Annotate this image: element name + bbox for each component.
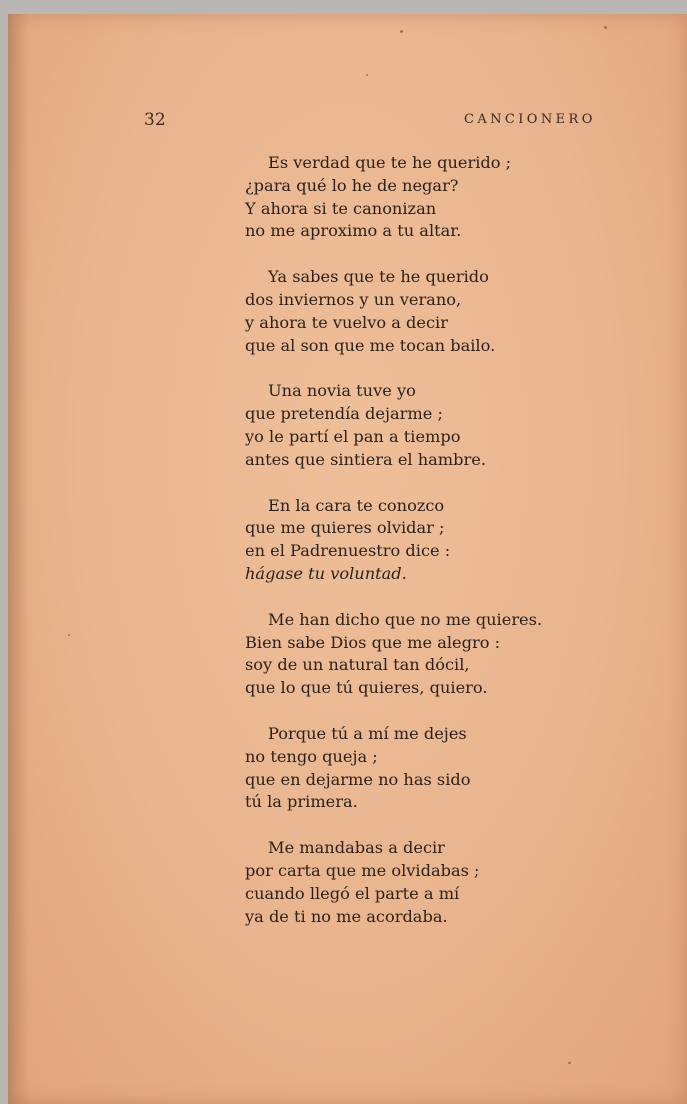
- verse-line: Bien sabe Dios que me alegro :: [245, 632, 501, 652]
- stanza-7: [245, 837, 542, 928]
- verse-line: Y ahora si te canonizan: [245, 198, 437, 218]
- paper-speck: [604, 26, 607, 29]
- stanza-2: [245, 266, 542, 357]
- verse-line: por carta que me olvidabas ;: [245, 860, 480, 880]
- verse-line: Una novia tuve yo: [268, 381, 416, 401]
- verse-line: cuando llegó el parte a mí: [245, 883, 460, 903]
- verse-line: Es verdad que te he querido ;: [268, 153, 512, 172]
- verse-line: antes que sintiera el hambre.: [245, 449, 486, 469]
- paper-speck: [568, 1062, 571, 1064]
- verse-line: Me mandabas a decir: [268, 838, 445, 858]
- book-page: [8, 14, 687, 1104]
- running-title: CANCIONERO: [464, 112, 596, 127]
- verse-line: que en dejarme no has sido: [245, 769, 471, 789]
- page-number: 32: [144, 110, 166, 130]
- stanza-6: [245, 723, 542, 814]
- verse-line: que al son que me tocan bailo.: [245, 335, 496, 355]
- stanza-4: [245, 495, 542, 586]
- paper-speck: [68, 634, 70, 636]
- verse-line: tú la primera.: [245, 792, 358, 812]
- verse-line: que me quieres olvidar ;: [245, 518, 445, 538]
- paper-speck: [400, 30, 403, 33]
- poem-body: [245, 152, 542, 951]
- paper-speck: [366, 74, 368, 76]
- verse-line: ¿para qué lo he de negar?: [245, 175, 459, 195]
- verse-line: que pretendía dejarme ;: [245, 404, 443, 424]
- verse-line: soy de un natural tan dócil,: [245, 655, 470, 675]
- verse-line: Me han dicho que no me quieres.: [268, 609, 543, 629]
- verse-line: no tengo queja ;: [245, 746, 378, 766]
- stanza-5: [245, 609, 542, 700]
- verse-line: en el Padrenuestro dice :: [245, 541, 451, 561]
- verse-line: En la cara te conozco: [268, 495, 445, 515]
- verse-line: y ahora te vuelvo a decir: [245, 312, 448, 332]
- verse-line: no me aproximo a tu altar.: [245, 221, 462, 241]
- verse-line: yo le partí el pan a tiempo: [245, 426, 461, 446]
- stanza-1: [245, 152, 542, 243]
- stanza-3: [245, 380, 542, 471]
- verse-line: dos inviernos y un verano,: [245, 289, 462, 309]
- verse-line: Porque tú a mí me dejes: [268, 723, 467, 743]
- verse-line: que lo que tú quieres, quiero.: [245, 678, 488, 698]
- verse-line-italic: hágase tu voluntad.: [245, 563, 407, 583]
- verse-line: ya de ti no me acordaba.: [245, 906, 448, 926]
- verse-line: Ya sabes que te he querido: [268, 267, 489, 287]
